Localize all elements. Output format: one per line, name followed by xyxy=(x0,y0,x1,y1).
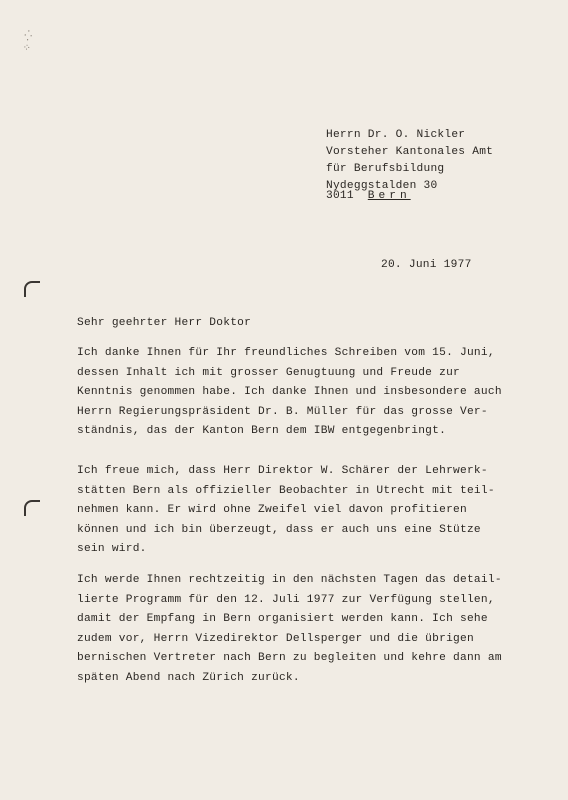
body-paragraph: Ich werde Ihnen rechtzeitig in den nächsten Tagen das detail- lierte Programm für den 12. Juli 1977 zur Verfügung stellen, damit der Empfang in Bern organisiert werden kann. Ich sehe zudem vor, Herrn Vizedirektor Dellsperger und die übrigen bernischen Vertreter nach Bern zu begleiten und kehre dann am späten Abend nach Zürich zurück. xyxy=(77,574,502,684)
body-paragraph: Ich freue mich, dass Herr Direktor W. Schärer der Lehrwerk- stätten Bern als offizieller Beobachter in Utrecht mit teil- nehmen kann. Er wird ohne Zweifel viel davon profitieren können und ich bin überzeugt, dass er auch uns eine Stütze sein wird. xyxy=(77,465,495,555)
letter-date: 20. Juni 1977 xyxy=(381,259,472,271)
body-paragraph: Ich danke Ihnen für Ihr freundliches Schreiben vom 15. Juni, dessen Inhalt ich mit grosser Genugtuung und Freude zur Kenntnis genommen habe. Ich danke Ihnen und insbesondere auch Herrn Regierungspräsident Dr. B. Müller für das grosse Ver- ständnis, das der Kanton Bern dem IBW entgegenbringt. xyxy=(77,347,502,437)
postal-line xyxy=(326,187,411,207)
salutation: Sehr geehrter Herr Doktor xyxy=(77,317,252,329)
city: Bern xyxy=(367,190,411,202)
punch-hole xyxy=(24,281,40,297)
postal-code: 3011 xyxy=(326,190,354,202)
punch-hole xyxy=(24,500,40,516)
recipient-address: Herrn Dr. O. Nickler Vorsteher Kantonales Amt für Berufsbildung Nydeggstalden 30 xyxy=(326,129,494,192)
margin-mark: ⁛ ⁘ xyxy=(21,31,35,56)
